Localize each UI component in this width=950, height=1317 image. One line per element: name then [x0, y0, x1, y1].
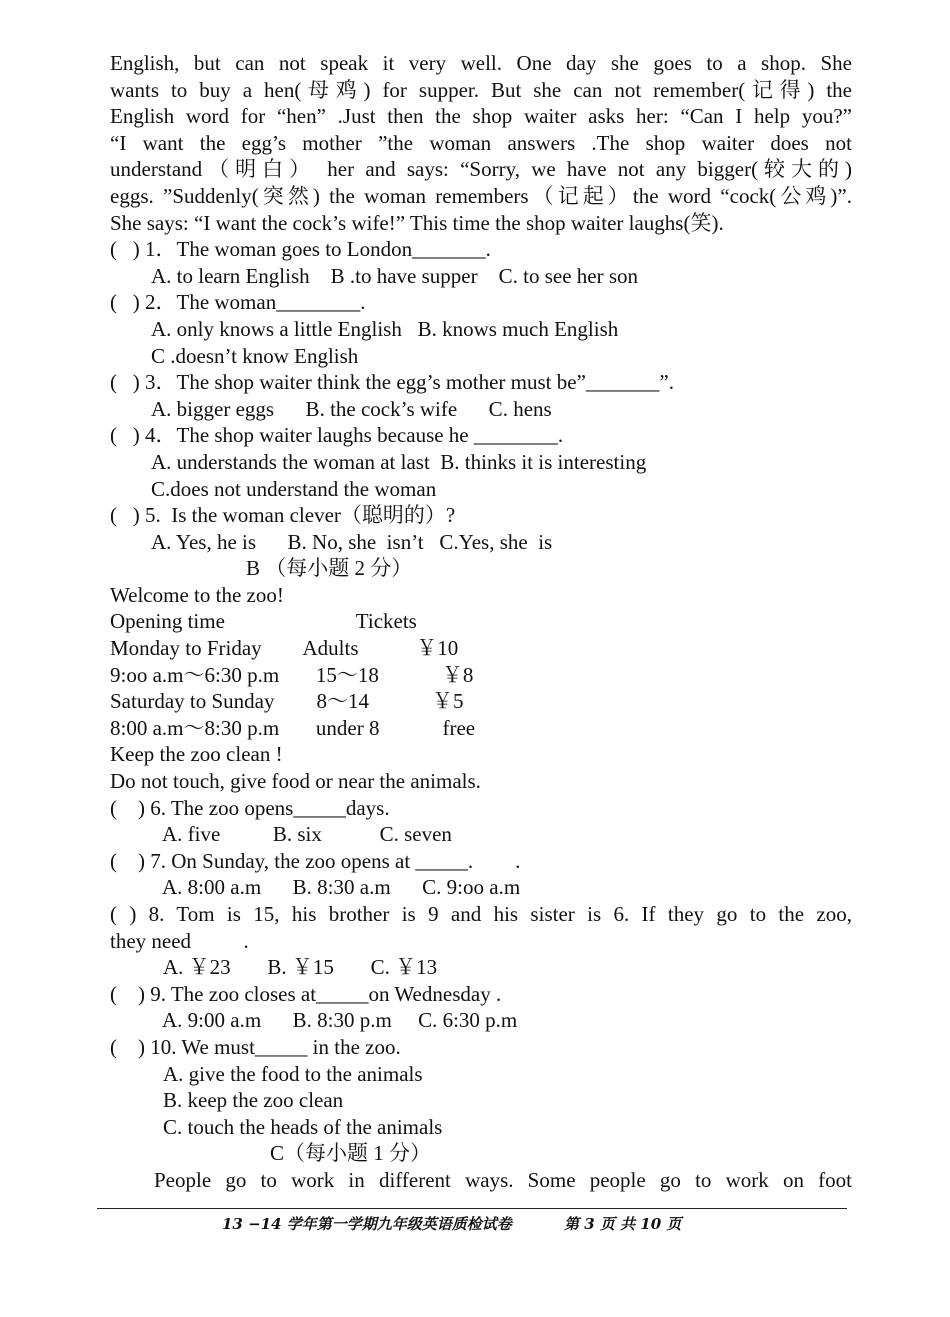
- question-8: ( ) 8. Tom is 15, his brother is 9 and his sister is 6. If they go to the zoo,: [110, 902, 852, 926]
- exam-page: [110, 50, 852, 1194]
- passage-line: “I want the egg’s mother ”the woman answers .The shop waiter does not: [110, 130, 852, 155]
- zoo-notice-line: 8:00 a.m～8:30 p.m under 8 free: [110, 715, 476, 740]
- question-4-options: A. understands the woman at last B. thinks it is interesting: [151, 449, 647, 474]
- question-3: ( ) 3．The shop waiter think the egg’s mother must be”_______”.: [110, 370, 674, 395]
- question-2-options: C .doesn’t know English: [151, 343, 359, 368]
- question-10: ( ) 10. We must_____ in the zoo.: [110, 1034, 401, 1059]
- passage-line: English, but can not speak it very well. One day she goes to a shop. She: [110, 51, 852, 75]
- question-2: ( ) 2．The woman________.: [110, 290, 366, 315]
- passage-line: She says: “I want the cock’s wife!” This time the shop waiter laughs(笑).: [110, 210, 724, 235]
- zoo-notice-line: Saturday to Sunday 8～14 ￥5: [110, 689, 464, 714]
- question-10-option: A. give the food to the animals: [163, 1061, 423, 1086]
- zoo-notice-line: Opening time Tickets: [110, 609, 417, 634]
- question-1-options: A. to learn English B .to have supper C. to see her son: [151, 263, 638, 288]
- question-10-option: B. keep the zoo clean: [163, 1088, 344, 1113]
- question-8-options: A. ￥23 B. ￥15 C. ￥13: [163, 955, 438, 980]
- question-2-options: A. only knows a little English B. knows much English: [151, 316, 619, 341]
- passage-line: English word for “hen” .Just then the shop waiter asks her: “Can I help you?”: [110, 104, 852, 129]
- page-footer: 13 −14 学年第一学期九年级英语质检试卷 第 3 页 共 10 页: [222, 1215, 682, 1233]
- question-6-options: A. five B. six C. seven: [162, 822, 452, 847]
- question-6: ( ) 6. The zoo opens_____days.: [110, 795, 390, 820]
- question-7: ( ) 7. On Sunday, the zoo opens at _____. .: [110, 848, 521, 873]
- question-3-options: A. bigger eggs B. the cock’s wife C. hens: [151, 396, 552, 421]
- footer-divider: [97, 1208, 847, 1209]
- question-10-option: C. touch the heads of the animals: [163, 1114, 443, 1139]
- question-5-options: A. Yes, he is B. No, she isn’t C.Yes, she is: [151, 529, 553, 554]
- zoo-notice-line: Keep the zoo clean !: [110, 742, 283, 767]
- passage-line: wants to buy a hen(母鸡) for supper. But she can not remember(记得) the: [110, 77, 852, 102]
- question-9-options: A. 9:00 a.m B. 8:30 p.m C. 6:30 p.m: [162, 1008, 518, 1033]
- zoo-notice-line: Do not touch, give food or near the animals.: [110, 769, 481, 794]
- passage-c-line: People go to work in different ways. Some people go to work on foot: [154, 1167, 852, 1192]
- zoo-notice-line: Welcome to the zoo!: [110, 582, 284, 607]
- passage-line: eggs. ”Suddenly(突然) the woman remembers（记起）the word “cock(公鸡)”.: [110, 183, 852, 208]
- section-c-heading: C（每小题 1 分）: [270, 1141, 432, 1166]
- question-4-options: C.does not understand the woman: [151, 476, 437, 501]
- zoo-notice-line: Monday to Friday Adults ￥10: [110, 636, 459, 661]
- passage-line: understand（明白） her and says: “Sorry, we have not any bigger(较大的): [110, 157, 852, 182]
- question-8-continued: they need .: [110, 928, 249, 953]
- question-4: ( ) 4．The shop waiter laughs because he ________.: [110, 423, 564, 448]
- question-7-options: A. 8:00 a.m B. 8:30 a.m C. 9:oo a.m: [162, 875, 521, 900]
- zoo-notice-line: 9:oo a.m～6:30 p.m 15～18 ￥8: [110, 662, 474, 687]
- question-5: ( ) 5. Is the woman clever（聪明的）?: [110, 503, 456, 528]
- question-9: ( ) 9. The zoo closes at_____on Wednesday .: [110, 981, 502, 1006]
- question-1: ( ) 1．The woman goes to London_______.: [110, 237, 491, 262]
- section-b-heading: B （每小题 2 分）: [246, 556, 413, 581]
